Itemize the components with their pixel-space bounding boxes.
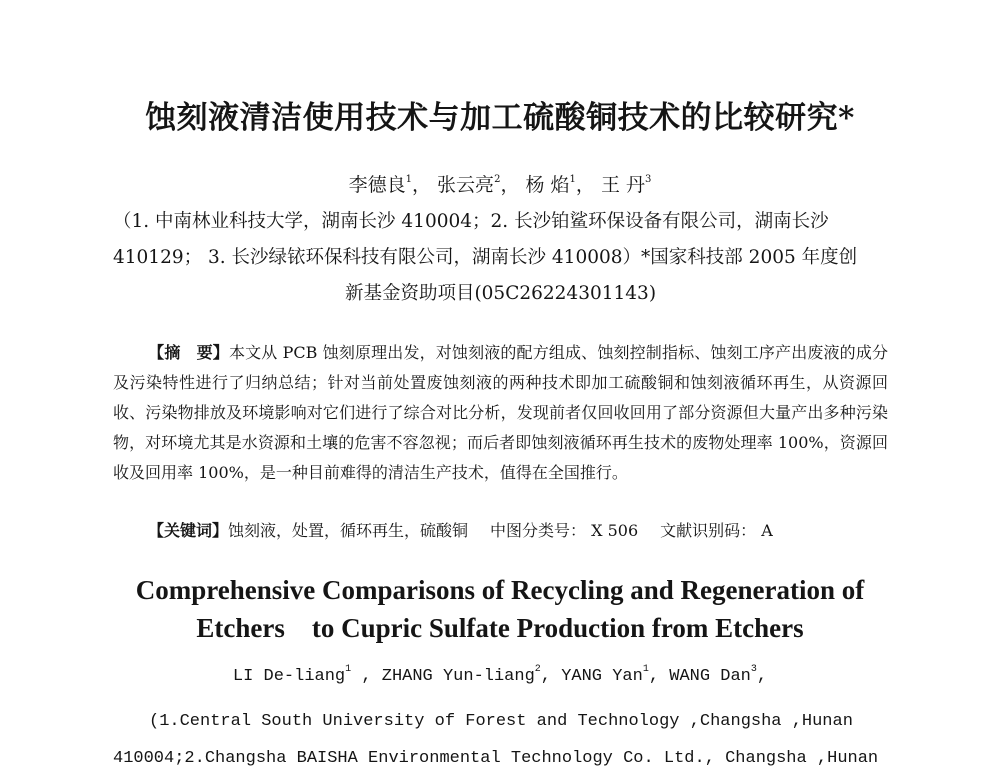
english-author: WANG Dan$^3$, (669, 664, 768, 686)
keywords-line (148, 518, 888, 541)
author: 张云亮$^2$， (437, 174, 520, 196)
english-title-line: Etchers to Cupric Sulfate Production from Etchers (196, 613, 804, 643)
keywords-text: 蚀刻液，处置，循环再生，硫酸铜 (228, 521, 469, 540)
author: 王 丹$^3$ (600, 174, 652, 196)
clc-label: 中图分类号： (490, 521, 587, 540)
affiliation-line: 410129； 3. 长沙绿铱环保科技有限公司，湖南长沙 410008）*国家科技部 2005 年度创 (113, 247, 858, 268)
affiliation-line: （1. 中南林业科技大学，湖南长沙 410004；2. 长沙铂鲨环保设备有限公司，湖南长沙 (113, 211, 829, 232)
english-author: ZHANG Yun-liang$^2$, (381, 664, 562, 686)
keywords-label: 【关键词】 (148, 521, 229, 540)
english-author-list (0, 664, 1000, 686)
english-title (0, 571, 1000, 647)
abstract-label: 【摘 要】 (148, 343, 229, 362)
clc-value: X 506 (591, 521, 639, 540)
english-affiliation-line: (1.Central South University of Forest and Technology ,Changsha ,Hunan (149, 712, 853, 731)
abstract-text: 本文从 PCB 蚀刻原理出发，对蚀刻液的配方组成、蚀刻控制指标、蚀刻工序产出废液的成分及污染特性进行了归纳总结；针对当前处置废蚀刻液的两种技术即加工硫酸铜和蚀刻液循环再生，从资源回收、污染物排放及环境影响对它们进行了综合对比分析，发现前者仅回收回用了部分资源但大量产出多种污染物，对环境尤其是水资源和土壤的危害不容忽视；而后者即蚀刻液循环再生技术的废物处理率 100%，资源回收及回用率 100%，是一种目前难得的清洁生产技术，值得在全国推行。 (113, 343, 888, 482)
abstract (113, 338, 888, 488)
english-affiliation-line: 410004;2.Changsha BAISHA Environmental Technology Co. Ltd., Changsha ,Hunan (113, 749, 879, 768)
english-author: LI De-liang$^1$ , (232, 664, 382, 686)
paper-title: 蚀刻液清洁使用技术与加工硫酸铜技术的比较研究* (145, 100, 855, 136)
author: 李德良$^1$， (348, 174, 431, 196)
doc-label: 文献识别码： (660, 521, 757, 540)
english-author: YANG Yan$^1$, (561, 664, 670, 686)
english-title-line: Comprehensive Comparisons of Recycling and Regeneration of (135, 575, 865, 605)
funding-line: 新基金资助项目(05C26224301143) (344, 283, 657, 304)
author-list (0, 170, 1000, 197)
doc-value: A (761, 521, 773, 540)
author: 杨 焰$^1$， (525, 174, 595, 196)
affiliation-block (113, 204, 888, 312)
english-affiliation (113, 703, 913, 777)
